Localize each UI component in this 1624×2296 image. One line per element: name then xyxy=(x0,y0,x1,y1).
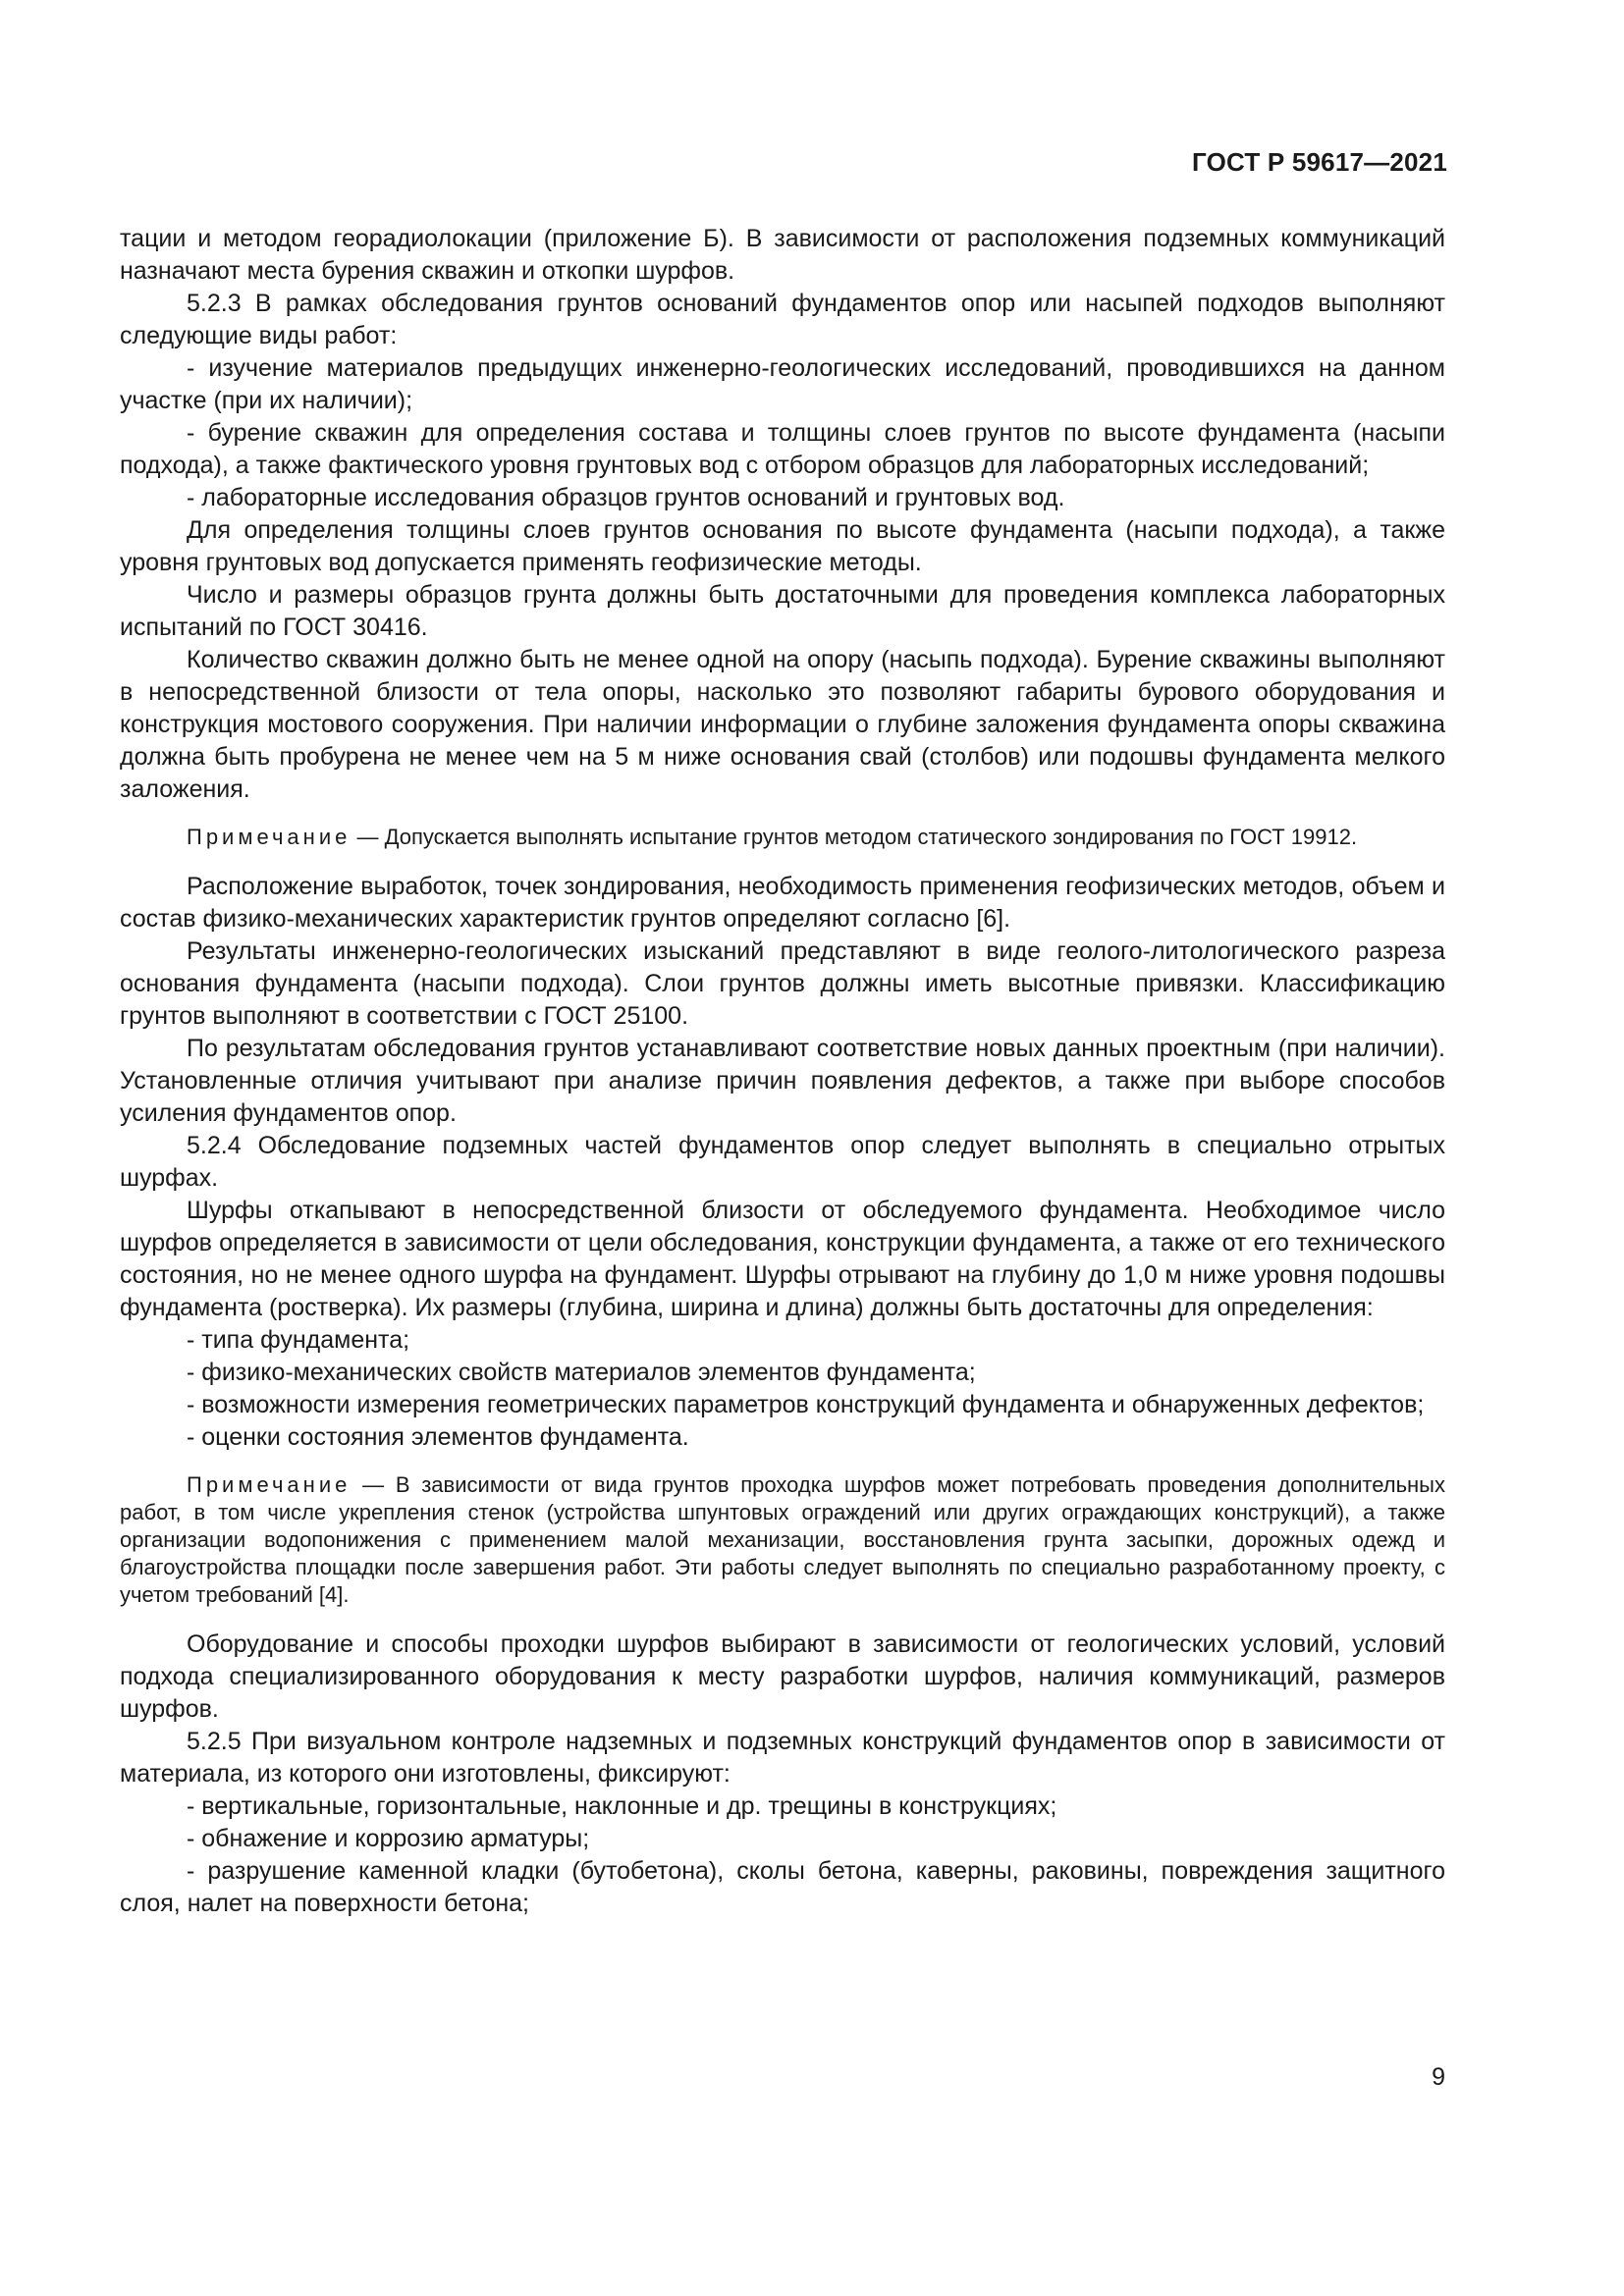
list-item: - возможности измерения геометрических параметров конструкций фундамента и обнаруженных дефектов; xyxy=(187,1391,1425,1418)
paragraph: Оборудование и способы проходки шурфов выбирают в зависимости от геологических условий, условий подхода специализированного оборудования к месту разработки шурфов, наличия коммуникаций, размеров шурфов. xyxy=(120,1630,1445,1723)
paragraph: Для определения толщины слоев грунтов основания по высоте фундамента (насыпи подхода), а также уровня грунтовых вод допускается применять геофизические методы. xyxy=(120,516,1445,576)
paragraph: Число и размеры образцов грунта должны быть достаточными для проведения комплекса лабораторных испытаний по ГОСТ 30416. xyxy=(120,581,1445,641)
list-item: - разрушение каменной кладки (бутобетона), сколы бетона, каверны, раковины, повреждения защитного слоя, налет на поверхности бетона; xyxy=(120,1857,1445,1917)
clause-5-2-4: 5.2.4 Обследование подземных частей фундаментов опор следует выполнять в специально отрытых шурфах. xyxy=(120,1132,1445,1192)
note xyxy=(120,1471,1445,1609)
note-text: — Допускается выполнять испытание грунтов методом статического зондирования по ГОСТ 19912. xyxy=(351,825,1358,849)
note-label: Примечание xyxy=(187,825,352,849)
list-item: - оценки состояния элементов фундамента. xyxy=(187,1423,689,1451)
paragraph: Результаты инженерно-геологических изысканий представляют в виде геолого-литологического разреза основания фундамента (насыпи подхода). Слои грунтов должны иметь высотные привязки. Классификацию грунтов выполняют в соответствии с ГОСТ 25100. xyxy=(120,937,1445,1030)
document-id: ГОСТ Р 59617—2021 xyxy=(1192,147,1447,177)
list-item: - обнажение и коррозию арматуры; xyxy=(187,1825,590,1852)
list-item: - вертикальные, горизонтальные, наклонные и др. трещины в конструкциях; xyxy=(187,1792,1057,1820)
body-text xyxy=(120,223,1445,1920)
page-number: 9 xyxy=(1432,2063,1445,2091)
paragraph: По результатам обследования грунтов устанавливают соответствие новых данных проектным (при наличии). Установленные отличия учитывают при анализе причин появления дефектов, а также при выборе способов усиления фундаментов опор. xyxy=(120,1035,1445,1127)
clause-5-2-3: 5.2.3 В рамках обследования грунтов оснований фундаментов опор или насыпей подходов выполняют следующие виды работ: xyxy=(120,290,1445,349)
note xyxy=(120,824,1445,851)
list-item: - изучение материалов предыдущих инженерно-геологических исследований, проводившихся на данном участке (при их наличии); xyxy=(120,354,1445,414)
list-item: - физико-механических свойств материалов элементов фундамента; xyxy=(187,1359,976,1386)
note-text: — В зависимости от вида грунтов проходка шурфов может потребовать проведения дополнительных работ, в том числе укрепления стенок (устройства шпунтовых ограждений или других ограждающих конструкций), а также организации водопонижения с применением малой механизации, восстановления грунта засыпки, дорожных одежд и благоустройства площадки после завершения работ. Эти работы следует выполнять по специально разработанному проекту, с учетом требований [4]. xyxy=(120,1472,1445,1607)
paragraph: Количество скважин должно быть не менее одной на опору (насыпь подхода). Бурение скважины выполняют в непосредственной близости от тела опоры, насколько это позволяют габариты бурового оборудования и конструкция мостового сооружения. При наличии информации о глубине заложения фундамента опоры скважина должна быть пробурена не менее чем на 5 м ниже основания свай (столбов) или подошвы фундамента мелкого заложения. xyxy=(120,646,1445,803)
note-label: Примечание xyxy=(187,1472,352,1497)
paragraph: тации и методом георадиолокации (приложение Б). В зависимости от расположения подземных коммуникаций назначают места бурения скважин и откопки шурфов. xyxy=(120,225,1445,285)
paragraph: Шурфы откапывают в непосредственной близости от обследуемого фундамента. Необходимое число шурфов определяется в зависимости от цели обследования, конструкции фундамента, а также от его технического состояния, но не менее одного шурфа на фундамент. Шурфы отрывают на глубину до 1,0 м ниже уровня подошвы фундамента (ростверка). Их размеры (глубина, ширина и длина) должны быть достаточны для определения: xyxy=(120,1197,1445,1321)
list-item: - лабораторные исследования образцов грунтов оснований и грунтовых вод. xyxy=(187,484,1065,511)
list-item: - типа фундамента; xyxy=(187,1326,410,1354)
list-item: - бурение скважин для определения состава и толщины слоев грунтов по высоте фундамента (насыпи подхода), а также фактического уровня грунтовых вод с отбором образцов для лабораторных исследований; xyxy=(120,419,1445,479)
clause-5-2-5: 5.2.5 При визуальном контроле надземных и подземных конструкций фундаментов опор в зависимости от материала, из которого они изготовлены, фиксируют: xyxy=(120,1728,1445,1788)
paragraph: Расположение выработок, точек зондирования, необходимость применения геофизических методов, объем и состав физико-механических характеристик грунтов определяют согласно [6]. xyxy=(120,873,1445,933)
